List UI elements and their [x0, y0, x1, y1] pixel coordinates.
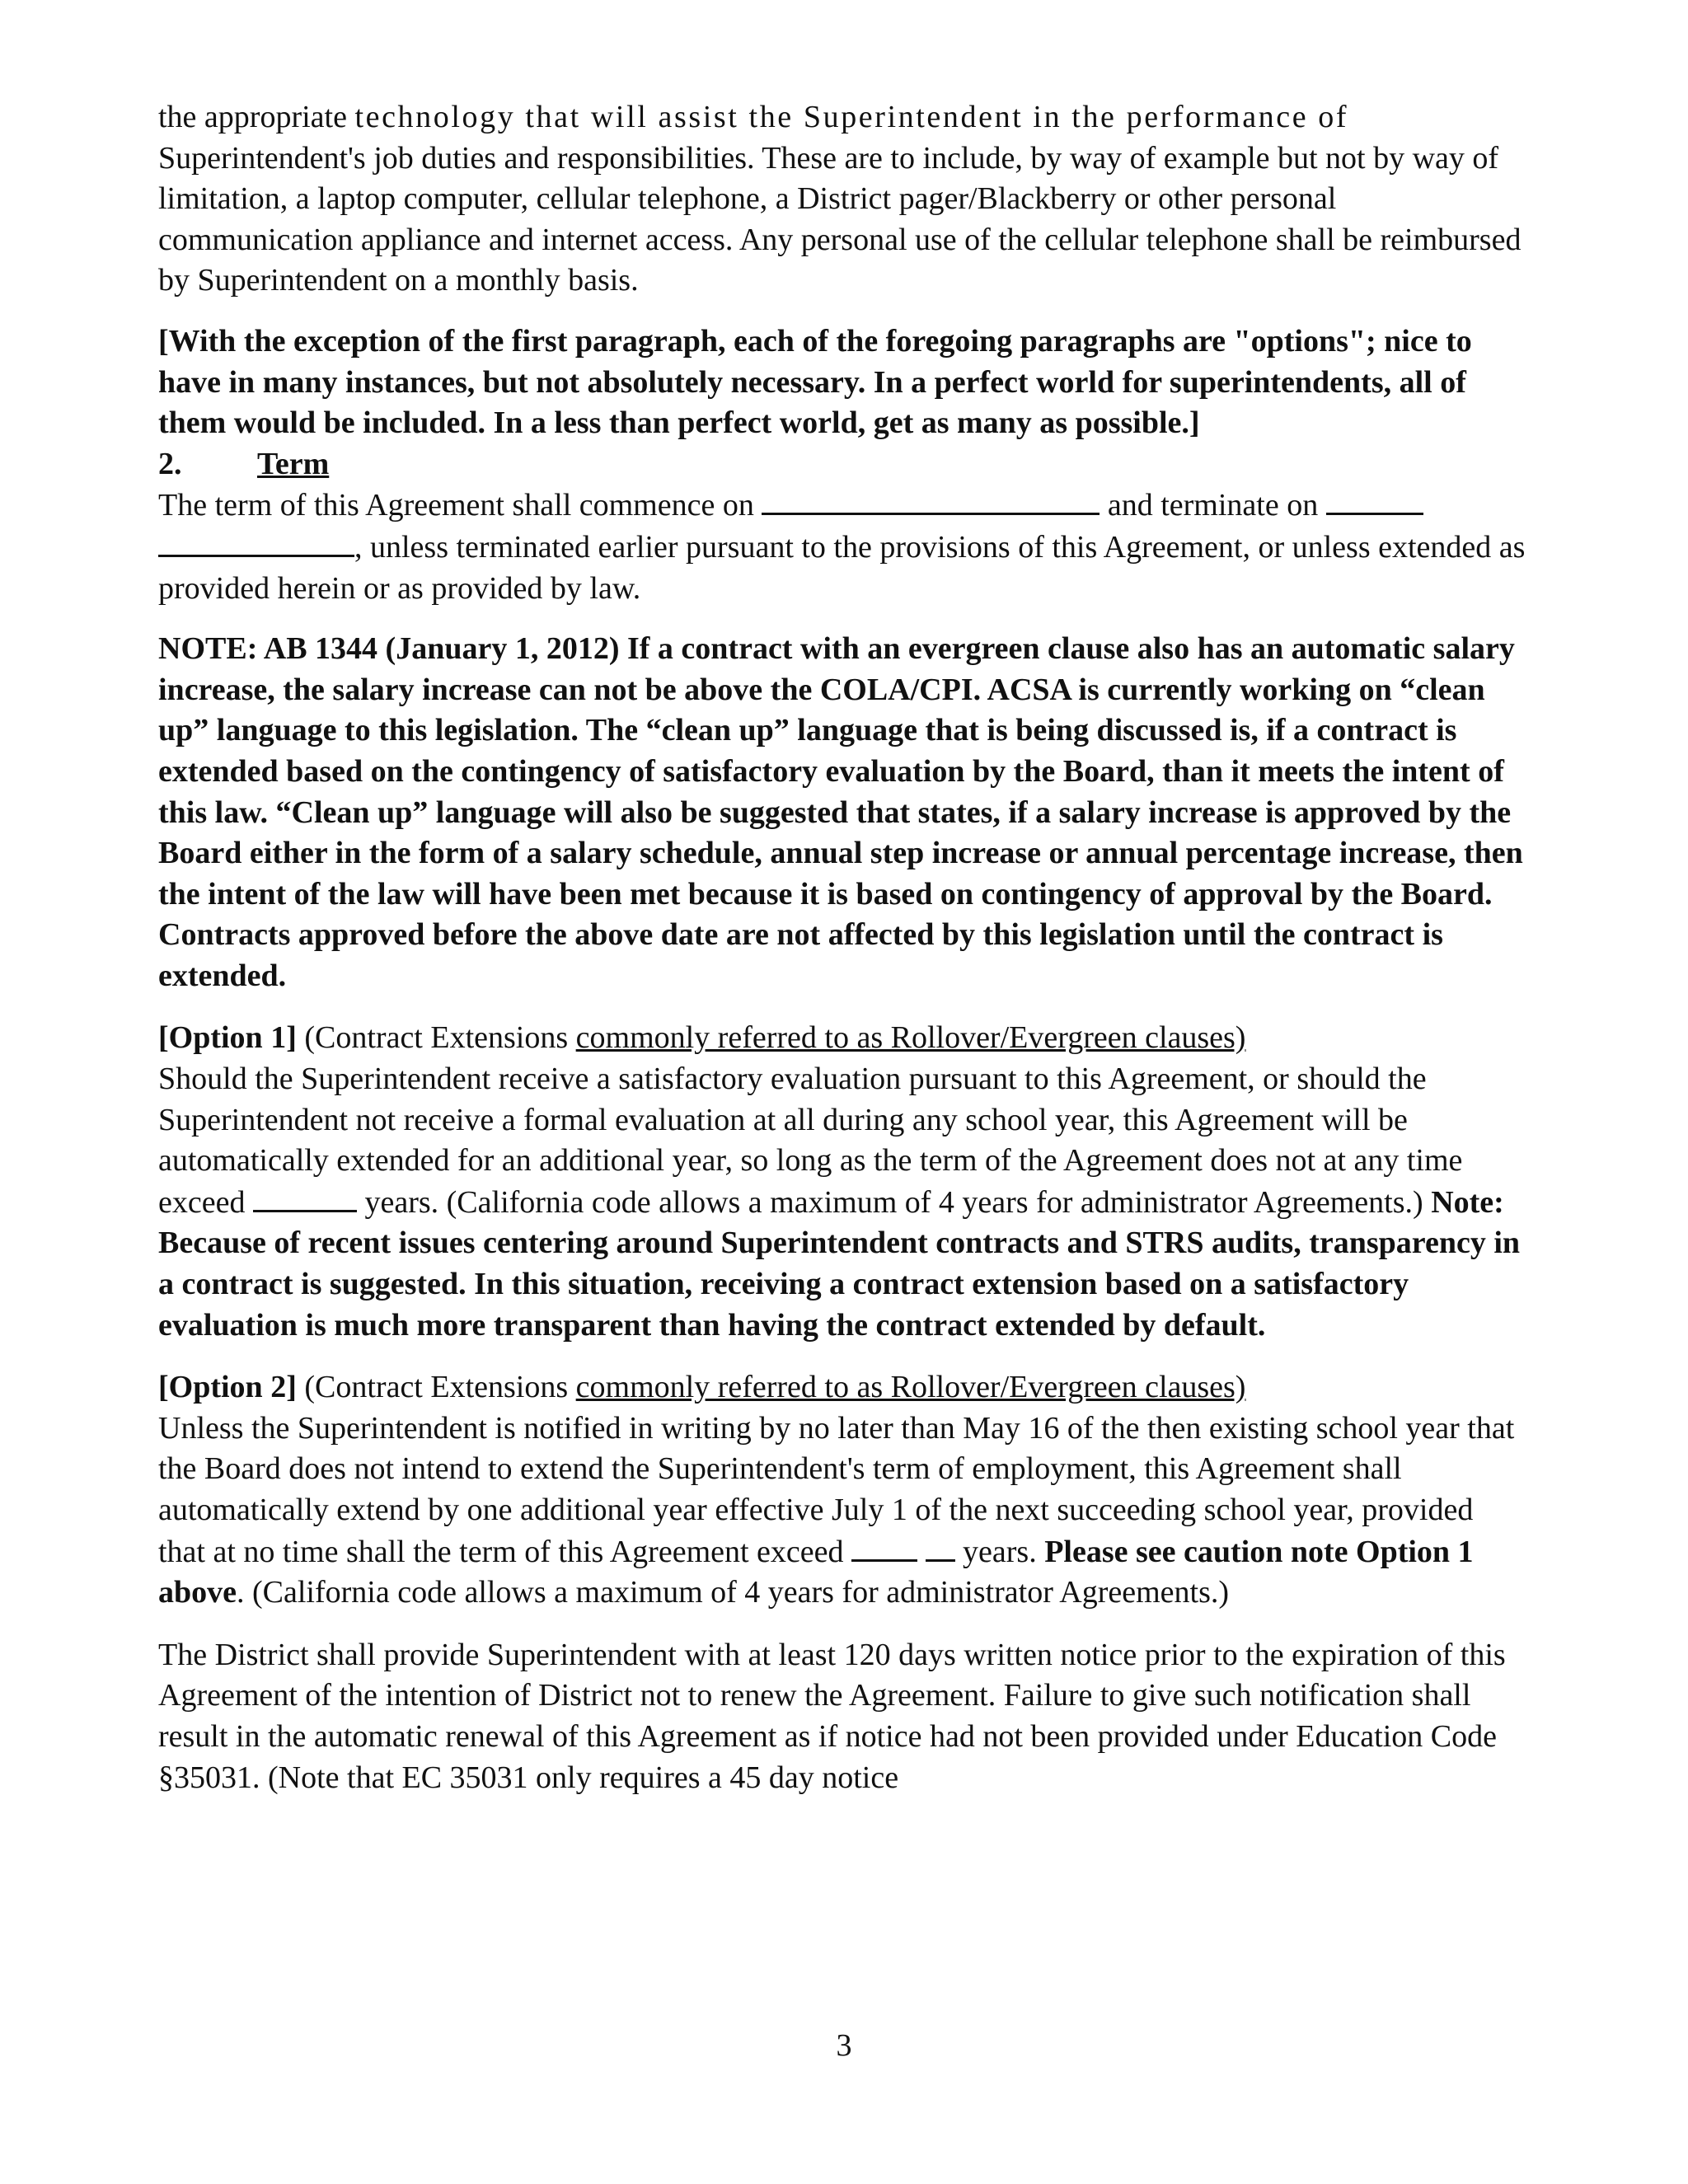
ab1344-note: NOTE: AB 1344 (January 1, 2012) If a contract with an evergreen clause also has an automatic salary increase, the salary increase can not be above the COLA/CPI. ACSA is currently working on “clean up” language to this legislation. The “clean up” language that is being discussed is, if a contract is extended based on the contingency of satisfactory evaluation by the Board, than it meets the intent of this law. “Clean up” language will also be suggested that states, if a salary increase is approved by the Board either in the form of a salary schedule, annual step increase or annual percentage increase, then the intent of the law will have been met because it is based on contingency of approval by the Board. Contracts approved before the above date are not affected by this legislation until the contract is extended. [158, 631, 1523, 993]
option2-text-c: . (California code allows a maximum of 4 years for administrator Agreements.) [237, 1575, 1230, 1610]
option2-bold-ref: Please see caution note Option 1 above [158, 1534, 1474, 1610]
terminate-date-blank-2[interactable] [158, 527, 354, 557]
term-paragraph [158, 485, 1526, 609]
term-heading [158, 444, 1526, 485]
option2-paren: (Contract Extensions [296, 1370, 576, 1405]
option1-bold-note: Note: Because of recent issues centering around Superintendent contracts and STRS audits, transparency in a contract is suggested. In this situation, receiving a contract extension based on a satisfactory evaluation is much more transparent than having the contract extended by default. [158, 1184, 1521, 1343]
final-paragraph: The District shall provide Superintendent with at least 120 days written notice prior to the expiration of this Agreement of the intention of District not to renew the Agreement. Failure to give such notification shall result in the automatic renewal of this Agreement as if notice had not been provided under Education Code §35031. (Note that EC 35031 only requires a 45 day notice [158, 1637, 1506, 1795]
option1-years-blank[interactable] [253, 1182, 357, 1212]
document-page [158, 97, 1526, 1798]
term-text-a: The term of this Agreement shall commence on [158, 488, 762, 523]
technology-lead: the appropriate [158, 100, 355, 134]
option2-paragraph [158, 1367, 1526, 1614]
term-text-c: , unless terminated earlier pursuant to the provisions of this Agreement, or unless extended as provided herein or as provided by law. [158, 529, 1526, 606]
option2-underlined: commonly referred to as Rollover/Evergreen clauses) [575, 1370, 1246, 1405]
option2-years-blank-1[interactable] [851, 1531, 917, 1562]
technology-paragraph [158, 97, 1526, 302]
option1-text-b: years. (California code allows a maximum of 4 years for administrator Agreements.) [356, 1184, 1432, 1220]
option1-underlined: commonly referred to as Rollover/Evergreen clauses) [575, 1020, 1246, 1056]
page-number: 3 [836, 2028, 852, 2063]
option1-text-a: Should the Superintendent receive a satisfactory evaluation pursuant to this Agreement, or should the Superintendent not receive a formal evaluation at all during any school year, this Agreement will be automatically extended for an additional year, so long as the term of the Agreement does not at any time exceed [158, 1062, 1463, 1220]
term-title: Term [257, 446, 330, 481]
option2-label: [Option 2] [158, 1370, 297, 1405]
option2-years-blank-2[interactable] [926, 1531, 955, 1562]
option2-text-a: Unless the Superintendent is notified in writing by no later than May 16 of the then existing school year that the Board does not intend to extend the Superintendent's term of employment, this Agreement shall automatically extend by one additional year effective July 1 of the next succeeding school year, provided that at no time shall the term of this Agreement exceed [158, 1410, 1515, 1569]
option2-text-b: years. [954, 1534, 1045, 1569]
term-text-b: and terminate on [1100, 488, 1326, 523]
terminate-date-blank-1[interactable] [1326, 485, 1423, 515]
commence-date-blank[interactable] [762, 485, 1100, 515]
bracket-note: [With the exception of the first paragraph, each of the foregoing paragraphs are "options"; nice to have in many instances, but not absolutely necessary. In a perfect world for superintendents, all of them would be included. In a less than perfect world, get as many as possible.] [158, 323, 1472, 441]
technology-rest: Superintendent's job duties and responsibilities. These are to include, by way of example but not by way of limitation, a laptop computer, cellular telephone, a District pager/Blackberry or other personal communication appliance and internet access. Any personal use of the cellular telephone shall be reimbursed by Superintendent on a monthly basis. [158, 140, 1522, 298]
option1-label: [Option 1] [158, 1020, 297, 1056]
term-number: 2. [158, 446, 182, 481]
option1-paren: (Contract Extensions [296, 1020, 576, 1056]
technology-spaced-text: technology that will assist the Superintendent in the performance of [354, 100, 1349, 134]
option1-paragraph [158, 1018, 1526, 1346]
